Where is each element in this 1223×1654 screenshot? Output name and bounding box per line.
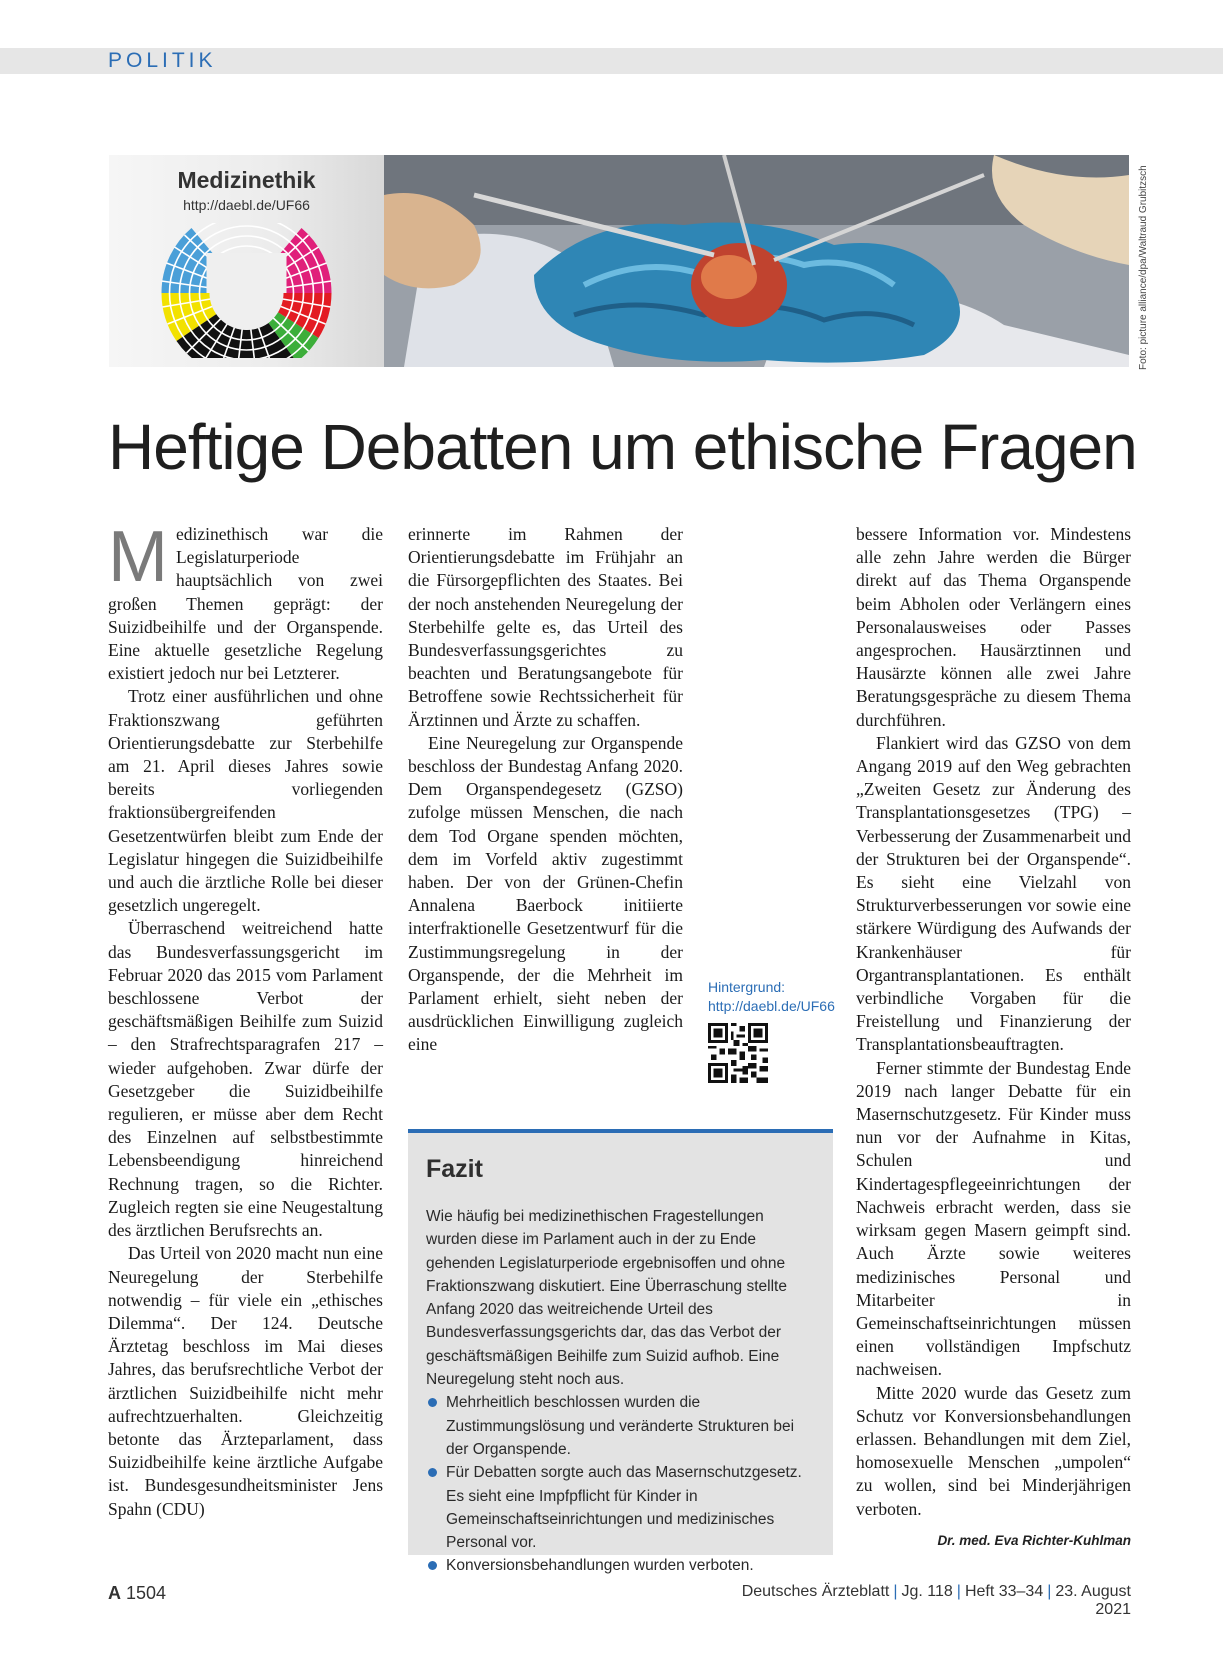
separator: | (956, 1583, 961, 1600)
journal-volume: Jg. 118 (901, 1583, 953, 1600)
surgery-photo-illustration (384, 155, 1129, 367)
article-paragraph: Das Urteil von 2020 macht nun eine Neuregelung der Sterbehilfe notwendig – für viele ein „ethisches Dilemma“. Der 124. Deutsche Ärztetag beschloss im Mai dieses Jahres, das berufsrechtliche Verbot der ärztlichen Suizidbeihilfe nicht mehr aufrechtzuerhalten. Gleichzeitig betonte das Ärzteparlament, dass Suizidbeihilfe keine ärztliche Aufgabe ist. Bundesgesundheitsminister Jens Spahn (CDU) (108, 1243, 383, 1519)
fazit-bullet-list (426, 1391, 818, 1577)
separator: | (893, 1583, 898, 1600)
fazit-bullet-item (426, 1461, 818, 1554)
fazit-title: Fazit (426, 1155, 483, 1183)
paragraph-text: edizinethisch war die Legislaturperiode hauptsächlich von zwei großen Themen geprägt: der Suizidbeihilfe und der Organspende. Eine aktuelle gesetzliche Regelung existiert jedoch nur bei Letzterer. (108, 524, 383, 684)
bullet-text: Mehrheitlich beschlossen wurden die Zustimmungslösung und veränderte Strukturen bei der Organspende. (446, 1394, 795, 1458)
article-paragraph: Flankiert wird das GZSO von dem Angang 2019 auf den Weg gebrachten „Zweiten Gesetz zur Änderung des Transplantationsgesetzes (TPG) – Verbesserung der Zusammenarbeit und der Strukturen bei der Organspende“. Es sieht eine Vielzahl von Strukturverbesserungen vor sowie eine stärkere Würdigung des Aufwands der Krankenhäuser für Organtransplantationen. Es enthält verbindliche Vorgaben für die Freistellung und Finanzierung der Transplantationsbeauftragten. (856, 732, 1131, 1055)
article-paragraph: Ferner stimmte der Bundestag Ende 2019 nach langer Debatte für ein Masernschutzgesetz. Für Kinder muss nun vor der Aufnahme in Kitas, Schulen und Kindertagespflegeeinrichtungen der Nachweis erbracht werden, dass sie wirksam gegen Masern geimpft sind. Auch Ärzte sowie weiteres medizinisches Personal und Mitarbeiter in Gemeinschaftseinrichtungen müssen einen vollständigen Impfschutz nachweisen. (856, 1057, 1131, 1380)
article-paragraph (108, 517, 383, 685)
bullet-text: Für Debatten sorgte auch das Masernschutzgesetz. Es sieht eine Impfpflicht für Kinder in Gemeinschaftseinrichtungen und medizinisches Personal vor. (446, 1464, 802, 1552)
fazit-box (408, 1129, 833, 1575)
fazit-summary: Wie häufig bei medizinethischen Fragestellungen wurden diese im Parlament auch in der zu Ende gehenden Legislaturperiode ergebnisoffen und ohne Fraktionszwang diskutiert. Eine Überraschung stellte Anfang 2020 das weitreichende Urteil des Bundesverfassungsgerichts dar, das das Verbot der geschäftsmäßigen Beihilfe zum Suizid aufhob. Eine Neuregelung steht noch aus. (426, 1208, 787, 1389)
medizinethik-logo-panel (109, 155, 384, 367)
article-paragraph: erinnerte im Rahmen der Orientierungsdebatte im Frühjahr an die Fürsorgepflichten des Staates. Bei der noch anstehenden Neuregelung der Sterbehilfe gelte es, das Urteil des Bundesverfassungsgerichtes zu beachten und Beratungsangebote für Betroffene sowie Rechtssicherheit für Ärztinnen und Ärzte zu schaffen. (408, 524, 683, 730)
article-paragraph: Überraschend weitreichend hatte das Bundesverfassungsgericht im Februar 2020 das 2015 vom Parlament beschlossene Verbot der geschäftsmäßigen Beihilfe zum Suizid – den Strafrechtsparagrafen 217 – wieder aufgehoben. Zwar dürfe der Gesetzgeber die Suizidbeihilfe regulieren, er müsse aber dem Recht des Einzelnen auf selbstbestimmte Lebensbeendigung hinreichend Rechnung tragen, so die Richter. Zugleich regten sie eine Neugestaltung des ärztlichen Berufsrechts an. (108, 918, 383, 1241)
article-paragraph: Eine Neuregelung zur Organspende beschloss der Bundestag Anfang 2020. Dem Organspendegesetz (GZSO) zufolge müssen Menschen, die nach dem Tod Organe spenden möchten, dem im Vorfeld aktiv zugestimmt haben. Der von der Grünen-Chefin Annalena Baerbock initiierte interfraktionelle Gesetzentwurf für die Zustimmungsregelung in der Organspende, der die Mehrheit im Parlament erhielt, sieht neben der ausdrücklichen Einwilligung zugleich eine (408, 732, 683, 1055)
drop-cap: M (108, 517, 168, 597)
bullet-text: Konversionsbehandlungen wurden verboten. (446, 1557, 754, 1575)
journal-date: 23. August 2021 (1055, 1583, 1131, 1618)
parliament-seat-icon (159, 223, 334, 358)
header-banner (109, 155, 1129, 367)
fazit-bullet-item (426, 1554, 818, 1577)
logo-url[interactable]: http://daebl.de/UF66 (183, 197, 310, 213)
article-column-3 (856, 523, 1131, 1521)
page-number (108, 1583, 166, 1604)
article-paragraph: Mitte 2020 wurde das Gesetz zum Schutz vor Konversionsbehandlungen erlassen. Behandlungen mit dem Ziel, homosexuelle Menschen „umpolen“ zu wollen, sind bei Minderjährigen verboten. (856, 1382, 1131, 1519)
journal-footer (740, 1583, 1131, 1619)
article-paragraph: Trotz einer ausführlichen und ohne Fraktionszwang geführten Orientierungsdebatte zur Sterbehilfe am 21. April dieses Jahres sowie bereits vorliegenden fraktionsübergreifenden Gesetzentwürfen bleibt zum Ende der Legislatur hingegen die Suizidbeihilfe und auch die ärztliche Rolle bei dieser gesetzlich ungeregelt. (108, 686, 383, 916)
bullet-icon (428, 1561, 437, 1570)
bullet-icon (428, 1398, 437, 1407)
background-link-note (708, 978, 838, 1016)
fazit-body (426, 1205, 818, 1578)
bullet-icon (428, 1468, 437, 1477)
journal-issue: Heft 33–34 (964, 1583, 1044, 1600)
logo-title: Medizinethik (177, 167, 316, 193)
page-prefix: A (108, 1583, 121, 1603)
page-number-value: 1504 (126, 1583, 167, 1603)
separator: | (1047, 1583, 1052, 1600)
qr-code-icon[interactable] (708, 1023, 768, 1083)
photo-credit: Foto: picture alliance/dpa/Waltraud Grubitzsch (1138, 165, 1149, 370)
fazit-bullet-item (426, 1391, 818, 1461)
background-url[interactable]: http://daebl.de/UF66 (708, 998, 835, 1014)
article-column-2 (408, 523, 683, 1057)
journal-name: Deutsches Ärzteblatt (741, 1583, 890, 1600)
article-paragraph: bessere Information vor. Mindestens alle zehn Jahre werden die Bürger direkt auf das Thema Organspende beim Abholen oder Verlängern eines Personalausweises oder Passes angesprochen. Hausärztinnen und Hausärzte können alle zwei Jahre Beratungsgespräche zu diesem Thema durchführen. (856, 524, 1131, 730)
article-author: Dr. med. Eva Richter-Kuhlman (937, 1533, 1131, 1548)
surgery-photo (384, 155, 1129, 367)
section-label: POLITIK (108, 49, 217, 72)
article-headline: Heftige Debatten um ethische Fragen (108, 411, 1137, 483)
article-column-1 (108, 517, 383, 1521)
background-label: Hintergrund: (708, 979, 786, 995)
